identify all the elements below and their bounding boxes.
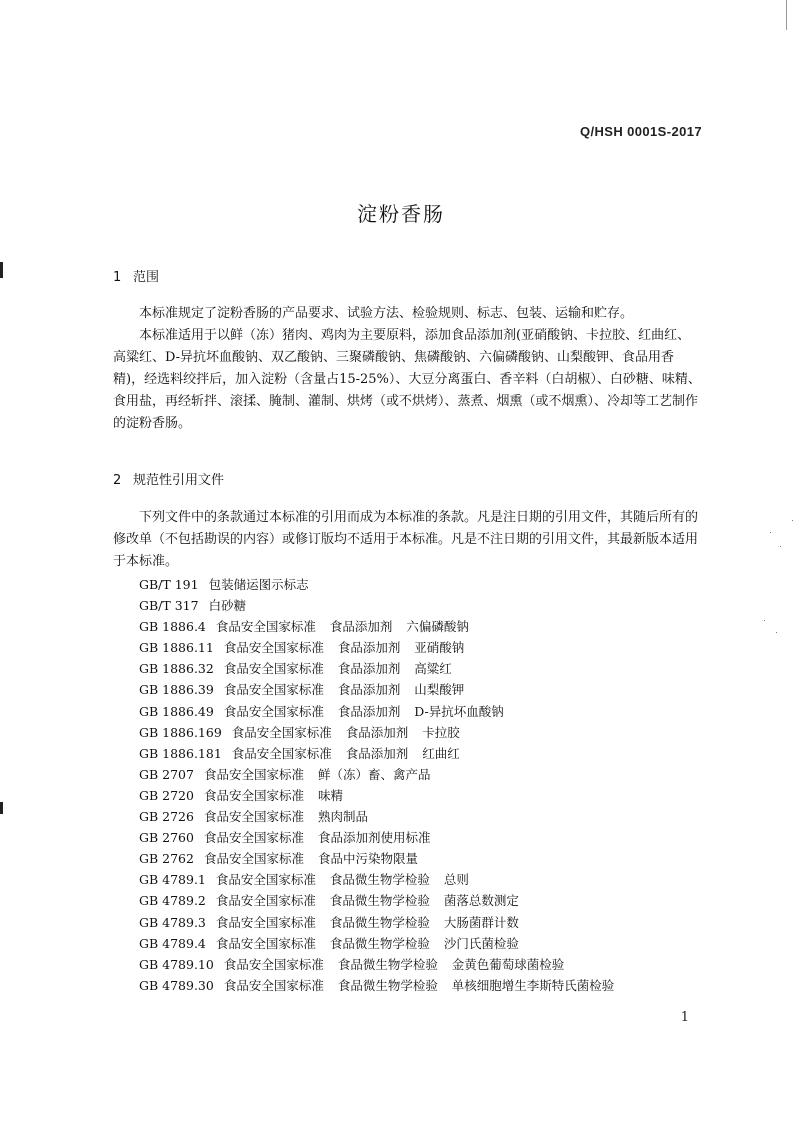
reference-title: 食品安全国家标准 食品添加剂 六偏磷酸钠	[215, 619, 469, 635]
reference-code: GB 1886.181	[139, 745, 222, 761]
reference-code: GB 1886.169	[139, 724, 222, 740]
reference-item	[139, 954, 614, 975]
reference-code: GB 2726	[139, 809, 194, 825]
reference-code: GB 4789.4	[139, 935, 206, 951]
reference-code: GB 1886.11	[139, 640, 214, 656]
reference-title: 食品安全国家标准 食品微生物学检验 金黄色葡萄球菌检验	[223, 956, 565, 972]
reference-item	[139, 595, 614, 616]
section-heading-normative-references	[113, 469, 224, 488]
reference-item	[139, 869, 614, 890]
section-number: 2	[113, 473, 122, 488]
reference-code: GB 1886.32	[139, 661, 214, 677]
reference-code: GB 2707	[139, 766, 194, 782]
scan-speck	[770, 532, 771, 533]
reference-title: 食品安全国家标准 食品添加剂 亚硝酸钠	[223, 640, 465, 656]
reference-code: GB 1886.49	[139, 703, 214, 719]
reference-code: GB 4789.30	[139, 977, 214, 993]
reference-title: 食品安全国家标准 食品微生物学检验 菌落总数测定	[215, 893, 519, 909]
reference-code: GB 2720	[139, 787, 194, 803]
page-number: 1	[680, 1010, 689, 1025]
reference-item	[139, 933, 614, 954]
reference-item	[139, 679, 614, 700]
reference-item	[139, 574, 614, 595]
reference-item	[139, 827, 614, 848]
reference-code: GB 2760	[139, 830, 194, 846]
reference-code: GB 1886.39	[139, 682, 214, 698]
reference-title: 食品安全国家标准 食品添加剂 高粱红	[223, 661, 452, 677]
reference-title: 食品安全国家标准 食品添加剂 卡拉胶	[231, 724, 460, 740]
reference-title: 食品安全国家标准 食品中污染物限量	[203, 851, 418, 867]
references-intro	[113, 507, 701, 573]
reference-code: GB 4789.1	[139, 872, 206, 888]
scan-speck	[776, 632, 777, 633]
section-number: 1	[113, 270, 122, 285]
reference-title: 食品安全国家标准 食品添加剂 D-异抗坏血酸钠	[223, 703, 504, 719]
reference-title: 食品安全国家标准 鲜（冻）畜、禽产品	[203, 766, 431, 782]
document-title: 淀粉香肠	[357, 202, 445, 226]
reference-item	[139, 912, 614, 933]
section-title: 范围	[133, 270, 160, 285]
reference-item	[139, 764, 614, 785]
document-code: Q/HSH 0001S-2017	[579, 124, 702, 139]
reference-item	[139, 637, 614, 658]
reference-title: 食品安全国家标准 食品添加剂 山梨酸钾	[223, 682, 465, 698]
reference-item	[139, 658, 614, 679]
scope-paragraphs	[113, 303, 701, 435]
reference-list	[139, 574, 614, 996]
reference-item	[139, 785, 614, 806]
reference-title: 白砂糖	[208, 598, 247, 614]
paragraph: 本标准适用于以鲜（冻）猪肉、鸡肉为主要原料，添加食品添加剂(亚硝酸钠、卡拉胶、红曲红、高粱红、D-异抗坏血酸钠、双乙酸钠、三聚磷酸钠、焦磷酸钠、六偏磷酸钠、山梨酸钾、食品用香精)，经选料绞拌后，加入淀粉（含量占15-25%）、大豆分离蛋白、香辛料（白胡椒）、白砂糖、味精、食用盐，再经斩拌、滚揉、腌制、灌制、烘烤（或不烘烤）、蒸煮、烟熏（或不烟熏）、冷却等工艺制作的淀粉香肠。	[113, 328, 701, 431]
reference-title: 食品安全国家标准 熟肉制品	[203, 809, 368, 825]
reference-title: 食品安全国家标准 食品添加剂 红曲红	[231, 745, 460, 761]
section-title: 规范性引用文件	[133, 473, 225, 488]
reference-title: 食品安全国家标准 味精	[203, 787, 343, 803]
paragraph: 下列文件中的条款通过本标准的引用而成为本标准的条款。凡是注日期的引用文件，其随后所有的修改单（不包括勘误的内容）或修订版均不适用于本标准。凡是不注日期的引用文件，其最新版本适用于本标准。	[113, 510, 699, 569]
reference-code: GB 4789.10	[139, 956, 214, 972]
reference-item	[139, 722, 614, 743]
reference-code: GB 4789.2	[139, 893, 206, 909]
scan-speck	[792, 520, 793, 521]
scan-edge-mark	[0, 262, 3, 278]
reference-title: 包装储运图示标志	[208, 577, 309, 592]
scan-speck	[780, 546, 781, 547]
reference-title: 食品安全国家标准 食品添加剂使用标准	[203, 830, 431, 846]
reference-item	[139, 975, 614, 996]
scan-speck	[764, 620, 765, 621]
paragraph: 本标准规定了淀粉香肠的产品要求、试验方法、检验规则、标志、包装、运输和贮存。	[139, 306, 634, 321]
reference-title: 食品安全国家标准 食品微生物学检验 大肠菌群计数	[215, 914, 519, 930]
reference-item	[139, 848, 614, 869]
scan-edge-mark	[0, 802, 3, 814]
reference-item	[139, 743, 614, 764]
reference-code: GB 1886.4	[139, 619, 206, 635]
section-heading-scope	[113, 266, 159, 285]
reference-title: 食品安全国家标准 食品微生物学检验 总则	[215, 872, 469, 888]
reference-item	[139, 890, 614, 911]
reference-code: GB/T 191	[139, 577, 199, 592]
reference-code: GB 4789.3	[139, 914, 206, 930]
reference-item	[139, 806, 614, 827]
reference-code: GB 2762	[139, 851, 194, 867]
reference-item	[139, 701, 614, 722]
reference-code: GB/T 317	[139, 598, 199, 614]
scan-edge-mark	[786, 0, 787, 30]
reference-title: 食品安全国家标准 食品微生物学检验 沙门氏菌检验	[215, 935, 519, 951]
reference-title: 食品安全国家标准 食品微生物学检验 单核细胞增生李斯特氏菌检验	[223, 977, 615, 993]
reference-item	[139, 616, 614, 637]
